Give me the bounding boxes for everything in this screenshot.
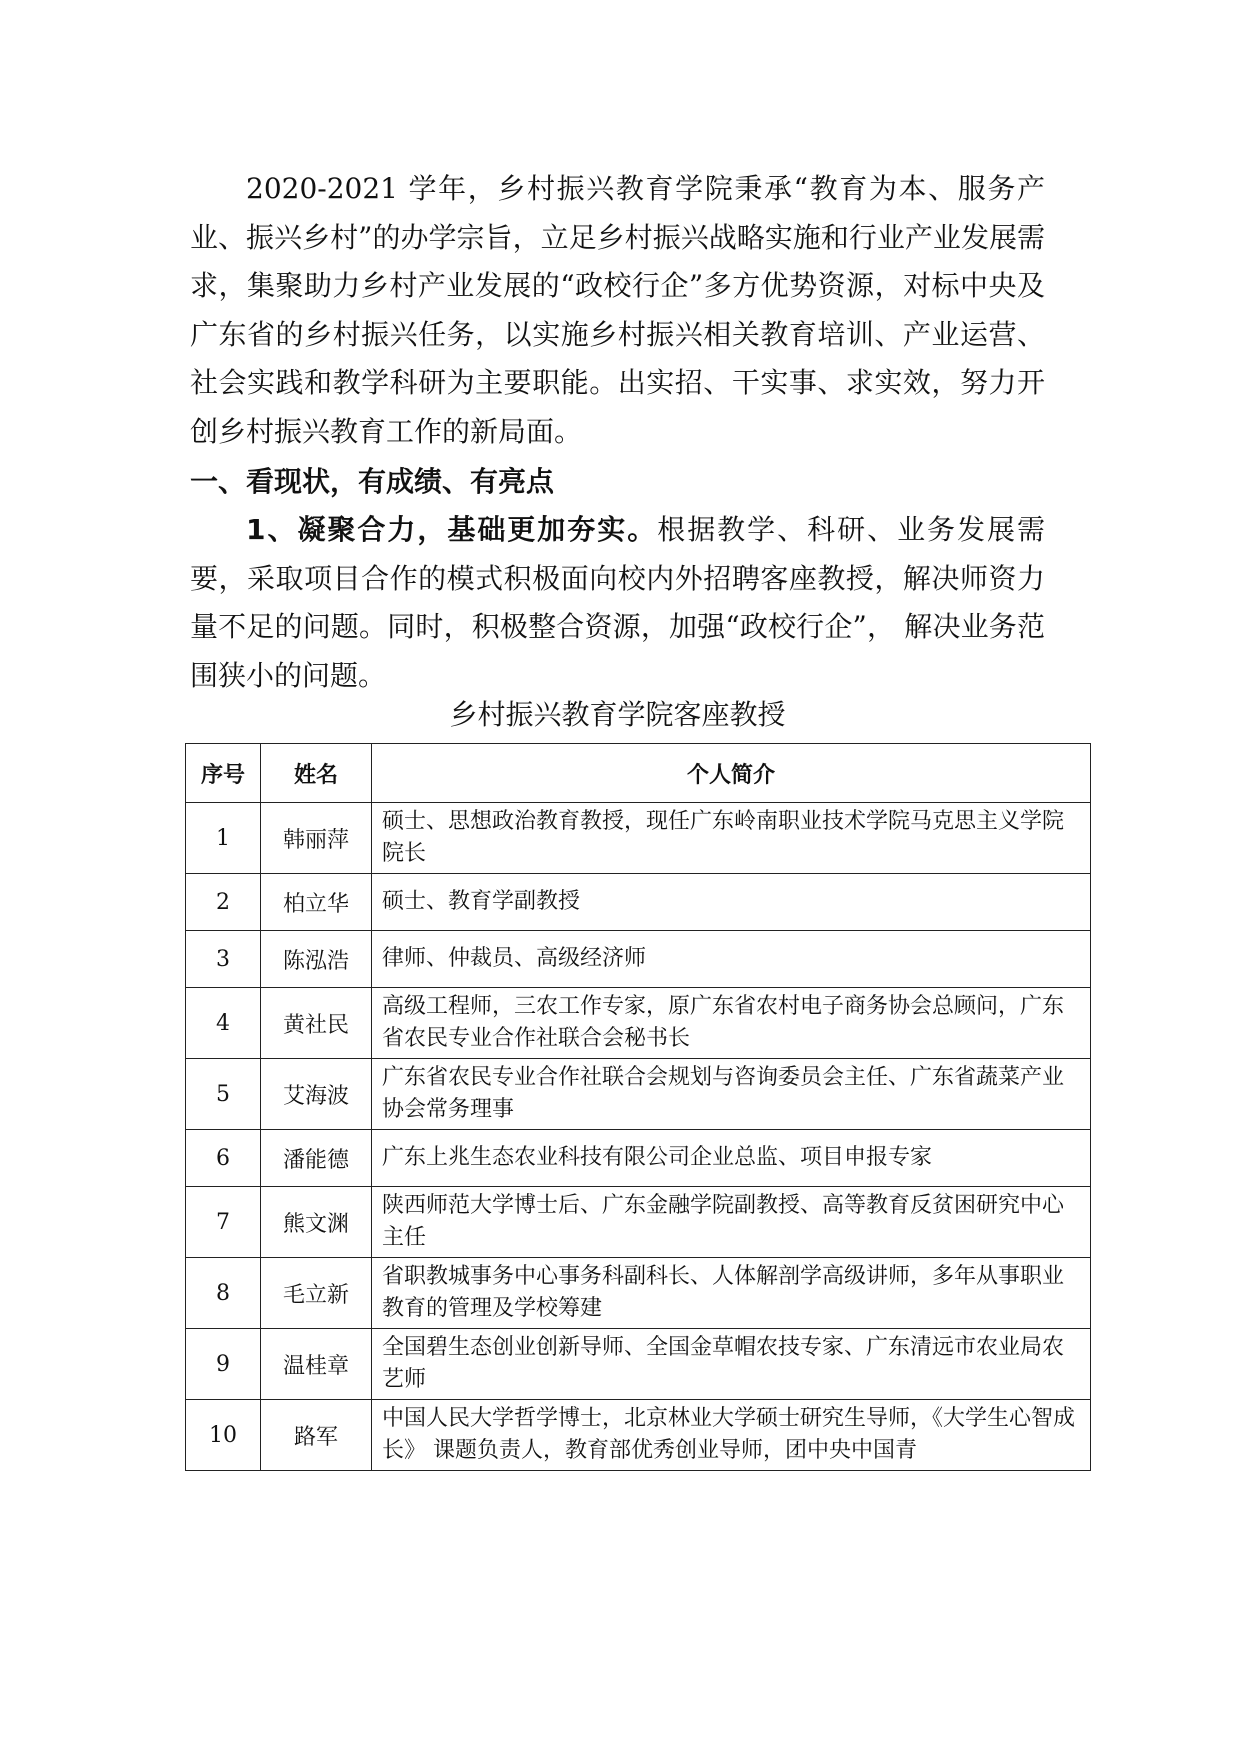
table-header-row [186,744,1091,803]
cell-name: 黄社民 [261,988,372,1059]
intro-paragraph: 2020-2021 学年，乡村振兴教育学院秉承“教育为本、服务产业、振兴乡村”的办学宗旨，立足乡村振兴战略实施和行业产业发展需求，集聚助力乡村产业发展的“政校行企”多方优势资源，对标中央及广东省的乡村振兴任务，以实施乡村振兴相关教育培训、产业运营、社会实践和教学科研为主要职能。出实招、干实事、求实效，努力开创乡村振兴教育工作的新局面。 [190,172,1045,448]
cell-no: 2 [186,874,261,931]
cell-desc: 省职教城事务中心事务科副科长、人体解剖学高级讲师，多年从事职业教育的管理及学校筹建 [372,1258,1091,1329]
table-title: 乡村振兴教育学院客座教授 [449,698,786,731]
table-row [186,1258,1091,1329]
cell-desc: 全国碧生态创业创新导师、全国金草帽农技专家、广东清远市农业局农艺师 [372,1329,1091,1400]
cell-desc: 硕士、思想政治教育教授，现任广东岭南职业技术学院马克思主义学院院长 [372,803,1091,874]
cell-no: 4 [186,988,261,1059]
cell-no: 3 [186,931,261,988]
table-row [186,1329,1091,1400]
point-lead: 1、凝聚合力，基础更加夯实。 [246,513,658,546]
table-row [186,874,1091,931]
cell-desc: 律师、仲裁员、高级经济师 [372,931,1091,988]
cell-no: 10 [186,1400,261,1471]
cell-no: 6 [186,1130,261,1187]
cell-name: 熊文渊 [261,1187,372,1258]
document-body [190,165,1045,700]
cell-name: 柏立华 [261,874,372,931]
cell-name: 陈泓浩 [261,931,372,988]
cell-no: 8 [186,1258,261,1329]
cell-name: 路军 [261,1400,372,1471]
cell-name: 潘能德 [261,1130,372,1187]
cell-desc: 广东省农民专业合作社联合会规划与咨询委员会主任、广东省蔬菜产业协会常务理事 [372,1059,1091,1130]
cell-name: 艾海波 [261,1059,372,1130]
table-title-wrap [190,687,1045,749]
cell-no: 5 [186,1059,261,1130]
cell-no: 7 [186,1187,261,1258]
point-body: 根据教学、科研、业务发展需要，采取项目合作的模式积极面向校内外招聘客座教授，解决师资力量不足的问题。同时，积极整合资源，加强“政校行企”， 解决业务范围狭小的问题。 [190,513,1045,692]
table-row [186,988,1091,1059]
cell-name: 韩丽萍 [261,803,372,874]
header-no: 序号 [186,744,261,803]
cell-name: 毛立新 [261,1258,372,1329]
cell-name: 温桂章 [261,1329,372,1400]
cell-no: 1 [186,803,261,874]
header-name: 姓名 [261,744,372,803]
table-row [186,931,1091,988]
cell-desc: 中国人民大学哲学博士，北京林业大学硕士研究生导师，《大学生心智成长》 课题负责人，教育部优秀创业导师，团中央中国青 [372,1400,1091,1471]
cell-desc: 硕士、教育学副教授 [372,874,1091,931]
table-row [186,1187,1091,1258]
section-heading: 一、看现状，有成绩、有亮点 [190,465,555,498]
table-row [186,1130,1091,1187]
table-row [186,1400,1091,1471]
point-paragraph [190,506,1045,700]
professors-table [185,743,1091,1471]
cell-desc: 广东上兆生态农业科技有限公司企业总监、项目申报专家 [372,1130,1091,1187]
cell-desc: 陕西师范大学博士后、广东金融学院副教授、高等教育反贫困研究中心主任 [372,1187,1091,1258]
table-row [186,803,1091,874]
header-desc: 个人简介 [372,744,1091,803]
cell-no: 9 [186,1329,261,1400]
table-row [186,1059,1091,1130]
cell-desc: 高级工程师，三农工作专家，原广东省农村电子商务协会总顾问，广东省农民专业合作社联合会秘书长 [372,988,1091,1059]
